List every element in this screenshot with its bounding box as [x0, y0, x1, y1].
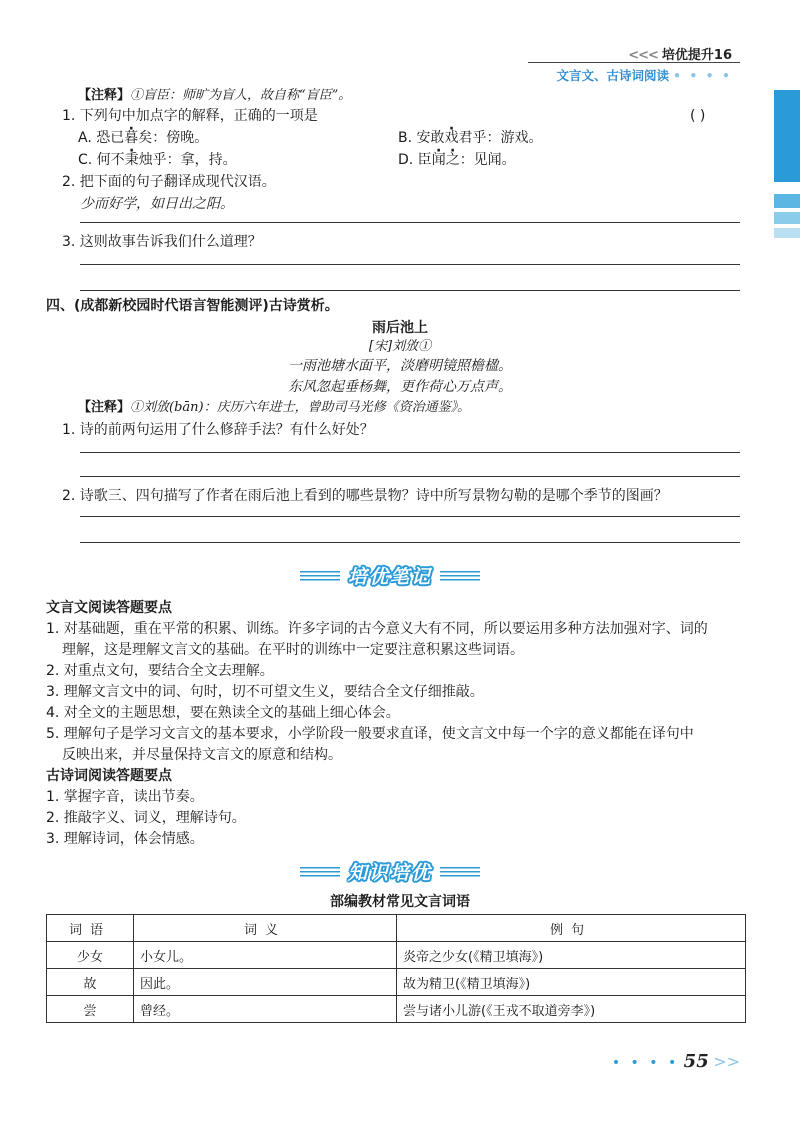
dotted-char: 暮 — [124, 130, 139, 146]
q1-option-a[interactable] — [78, 128, 208, 148]
page-number: 55 — [683, 1051, 709, 1072]
annotation-text: ①盲臣：师旷为盲人，故自称“盲臣”。 — [130, 88, 352, 103]
annotation-tag: 【注释】 — [78, 400, 131, 415]
option-text: 君乎：游戏。 — [458, 130, 543, 146]
wyw-point: 理解，这是理解文言文的基础。在平时的训练中一定要注意积累这些词语。 — [62, 642, 524, 658]
banner-wing — [300, 571, 340, 581]
table-cell: 故 — [47, 969, 134, 996]
annotation-2 — [78, 398, 470, 418]
poem-line-1: 一雨池塘水面平，淡磨明镜照檐楹。 — [288, 358, 512, 374]
notes-banner-text: 培优笔记 — [348, 566, 433, 588]
table-cell: 尝与诸小儿游(《王戎不取道旁李》) — [397, 996, 746, 1023]
table-header-row — [47, 915, 746, 942]
s4-q2-stem: 2. 诗歌三、四句描写了作者在雨后池上看到的哪些景物？诗中所写景物勾勒的是哪个季节的图画？ — [62, 488, 668, 504]
header-subtitle — [556, 66, 732, 84]
table-row — [47, 942, 746, 969]
answer-line[interactable] — [80, 542, 740, 543]
option-text: B. 安敢 — [398, 130, 445, 146]
table-cell: 因此。 — [134, 969, 397, 996]
option-text: ：见闻。 — [459, 152, 516, 168]
page-footer — [612, 1052, 740, 1073]
option-text: A. 恐已 — [78, 130, 125, 146]
header-rule — [528, 62, 740, 63]
gsc-point: 3. 理解诗词，体会情感。 — [46, 831, 204, 847]
answer-line[interactable] — [80, 290, 740, 291]
q3-stem: 3. 这则故事告诉我们什么道理？ — [62, 234, 262, 250]
option-text: 烛乎：拿，持。 — [138, 152, 237, 168]
side-tab — [774, 90, 800, 182]
q1-stem: 1. 下列句中加点字的解释，正确的一项是 — [62, 108, 318, 124]
notes-banner — [300, 562, 480, 589]
answer-line[interactable] — [80, 452, 740, 453]
side-tab-stripe — [774, 194, 800, 208]
table-cell: 小女儿。 — [134, 942, 397, 969]
poem-line-2: 东风忽起垂杨舞，更作荷心万点声。 — [288, 379, 512, 395]
header-arrows: <<< — [628, 48, 658, 63]
q1-option-c[interactable] — [78, 150, 237, 170]
table-row — [47, 969, 746, 996]
s4-q1-stem: 1. 诗的前两句运用了什么修辞手法？有什么好处？ — [62, 422, 374, 438]
table-header: 词语 — [47, 915, 134, 942]
knowledge-banner-text: 知识培优 — [348, 862, 433, 884]
table-cell: 尝 — [47, 996, 134, 1023]
table-cell: 故为精卫(《精卫填海》) — [397, 969, 746, 996]
table-title: 部编教材常见文言词语 — [330, 894, 470, 910]
dotted-char: 戏 — [444, 130, 459, 146]
q1-answer-paren[interactable]: ( ) — [690, 108, 706, 124]
header-subtitle-text: 文言文、古诗词阅读 — [556, 68, 669, 83]
answer-line[interactable] — [80, 222, 740, 223]
answer-line[interactable] — [80, 264, 740, 265]
banner-wing — [440, 571, 480, 581]
gsc-title: 古诗词阅读答题要点 — [46, 768, 172, 784]
poem-title: 雨后池上 — [372, 320, 428, 336]
footer-arrows: >> — [713, 1052, 740, 1071]
banner-wing — [440, 867, 480, 877]
table-header: 词义 — [134, 915, 397, 942]
header-title-text: 培优提升16 — [661, 48, 732, 63]
poem-author: [宋]刘攽① — [368, 339, 432, 354]
option-text: C. 何不 — [78, 152, 125, 168]
table-cell: 少女 — [47, 942, 134, 969]
wyw-point: 5. 理解句子是学习文言文的基本要求，小学阶段一般要求直译，使文言文中每一个字的意义都能在译句中 — [46, 726, 694, 742]
side-tab-stripe — [774, 212, 800, 224]
wyw-point: 反映出来，并尽量保持文言文的原意和结构。 — [62, 747, 342, 763]
section4-heading: 四、(成都新校园时代语言智能测评)古诗赏析。 — [46, 298, 339, 314]
table-row — [47, 996, 746, 1023]
annotation-1 — [78, 86, 351, 106]
wyw-point: 4. 对全文的主题思想，要在熟读全文的基础上细心体会。 — [46, 705, 400, 721]
table-cell: 炎帝之少女(《精卫填海》) — [397, 942, 746, 969]
dotted-char: 之 — [445, 152, 460, 168]
q1-option-d[interactable] — [398, 150, 516, 170]
side-tab-stripe — [774, 228, 800, 238]
gsc-point: 1. 掌握字音，读出节奏。 — [46, 789, 204, 805]
option-text: D. 臣 — [398, 152, 432, 168]
q2-sentence: 少而好学，如日出之阳。 — [80, 196, 234, 212]
header-dots: • • • • — [672, 68, 732, 83]
vocab-table — [46, 914, 746, 1023]
dotted-char: 秉 — [124, 152, 139, 168]
answer-line[interactable] — [80, 516, 740, 517]
table-header: 例句 — [397, 915, 746, 942]
option-text: 矣：傍晚。 — [138, 130, 209, 146]
wyw-point: 2. 对重点文句，要结合全文去理解。 — [46, 663, 274, 679]
answer-line[interactable] — [80, 476, 740, 477]
wyw-point: 1. 对基础题，重在平常的积累、训练。许多字词的古今意义大有不同，所以要运用多种方法加强对字、词的 — [46, 621, 708, 637]
wyw-title: 文言文阅读答题要点 — [46, 600, 172, 616]
wyw-point: 3. 理解文言文中的词、句时，切不可望文生义，要结合全文仔细推敲。 — [46, 684, 484, 700]
knowledge-banner — [300, 858, 480, 885]
header-title — [628, 44, 732, 63]
annotation-text: ①刘攽(bān)：庆历六年进士，曾助司马光修《资治通鉴》。 — [130, 400, 471, 415]
gsc-point: 2. 推敲字义、词义，理解诗句。 — [46, 810, 246, 826]
q2-stem: 2. 把下面的句子翻译成现代汉语。 — [62, 174, 276, 190]
table-cell: 曾经。 — [134, 996, 397, 1023]
footer-dots: • • • • — [611, 1055, 680, 1071]
dotted-char: 闻 — [431, 152, 446, 168]
banner-wing — [300, 867, 340, 877]
annotation-tag: 【注释】 — [78, 88, 131, 103]
q1-option-b[interactable] — [398, 128, 543, 148]
